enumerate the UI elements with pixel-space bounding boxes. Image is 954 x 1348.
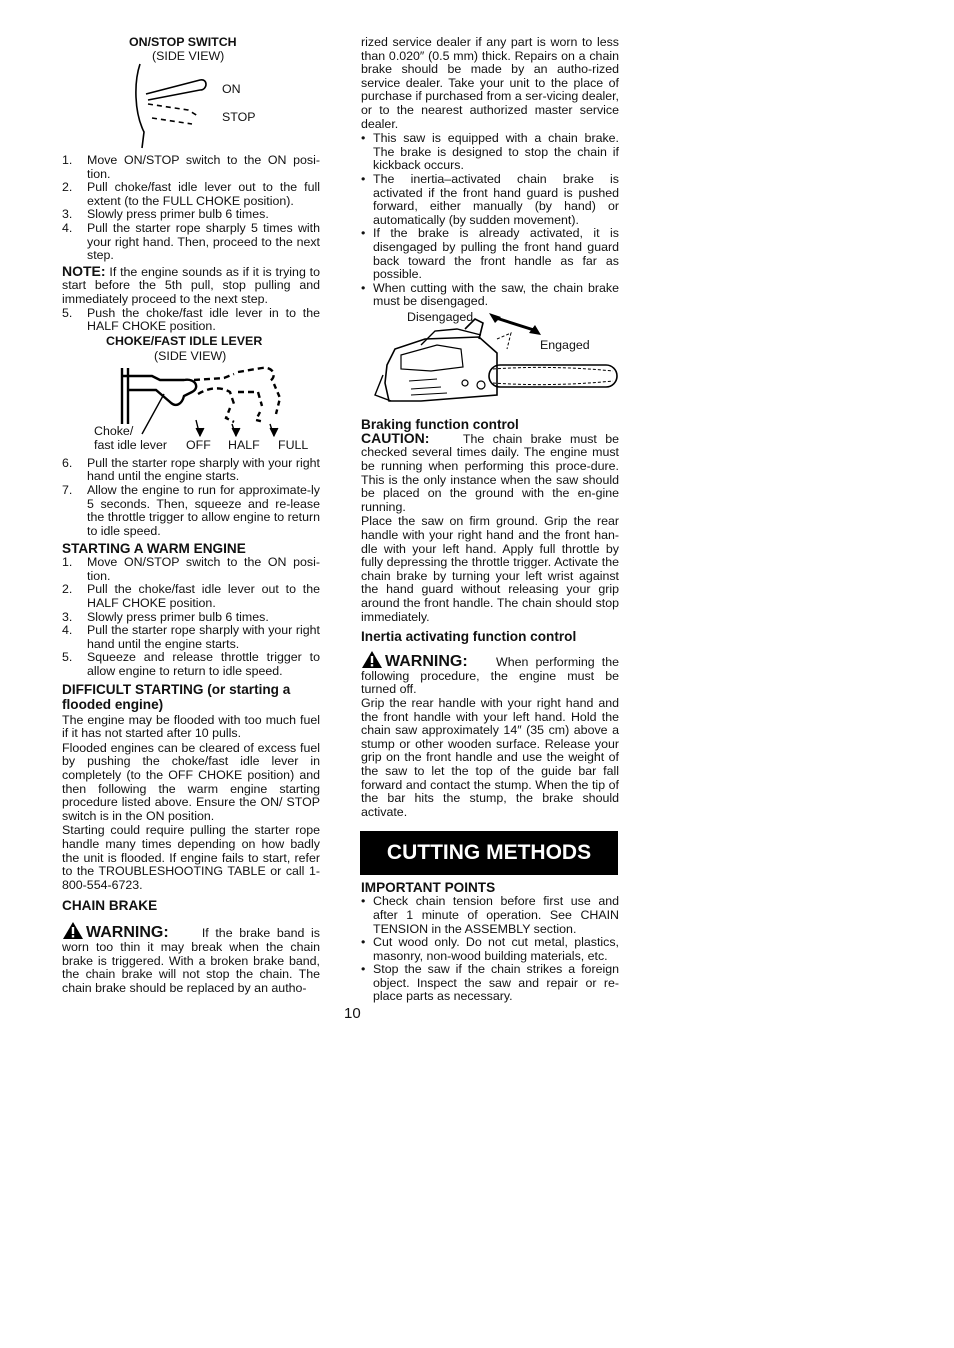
full-label: FULL [278, 437, 309, 452]
note-label: NOTE: [62, 262, 106, 279]
list-item: • Stop the saw if the chain strikes a foreign object. Inspect the saw and repair or re-place parts as necessary. [361, 962, 619, 1004]
important-points-bullets [361, 895, 619, 1004]
list-item: 4. Pull the starter rope sharply 5 times with your right hand. Then, proceed to the next step. [62, 220, 320, 263]
caution-label: CAUTION: [361, 429, 430, 446]
difficult-starting-heading: DIFFICULT STARTING (or starting a flooded engine) [62, 681, 291, 712]
list-item: • Check chain tension before first use and after 1 minute of operation. See CHAIN TENSION in the ASSEMBLY section. [361, 894, 619, 936]
braking-function-heading: Braking function control [361, 416, 519, 432]
inertia-paragraph: Grip the rear handle with your right hand and the front handle with your left hand. Hold the chain saw approximately 14″ (35 cm) above a stump or other wooden surface. Release your grip on the front handle and use the weight of the saw to let the top of the guide bar fall forward and contact the stump. When the tip of the bar hits the stump, the brake should activate. [361, 695, 619, 819]
page-number: 10 [344, 1005, 361, 1022]
list-item: • If the brake is already activated, it is disengaged by pulling the front hand guard back toward the front handle as far as possible. [361, 226, 619, 282]
braking-paragraph: Place the saw on firm ground. Grip the rear handle with your right hand and the front han-dle with your left hand. Apply full throttle by fully depressing the throttle trigger. Activate the chain brake by turning your left wrist against the hand guard without releasing your grip around the front handle. The chain should stop immediately. [361, 514, 619, 624]
difficult-paragraph-2: Flooded engines can be cleared of excess fuel by pushing the choke/fast idle lever in completely (to the OFF CHOKE position) and then following the warm engine starting procedure listed above. Ensure the ON/ STOP switch is in the ON position. [62, 740, 320, 823]
list-item: 3. Slowly press primer bulb 6 times. [62, 207, 269, 222]
warning-label: WARNING: [385, 653, 468, 671]
warning-label: WARNING: [86, 924, 169, 942]
important-points-heading: IMPORTANT POINTS [361, 880, 496, 896]
list-item: • When cutting with the saw, the chain brake must be disengaged. [361, 280, 619, 309]
warm-engine-heading: STARTING A WARM ENGINE [62, 541, 246, 557]
list-item: 6. Pull the starter rope sharply with your right hand until the engine starts. [62, 455, 320, 484]
list-item: 2. Pull choke/fast idle lever out to the full extent (to the FULL CHOKE position). [62, 180, 320, 208]
cold-start-step-5 [62, 307, 320, 334]
list-item: 7. Allow the engine to run for approximate-ly 5 seconds. Then, squeeze and re-lease the throttle trigger to allow engine to return to idle speed. [62, 482, 320, 538]
caution-text: The chain brake must be checked several times daily. The engine must be running when performing this proce-dure. This is the only instance when the saw should be placed on the ground with the en-gine running. [361, 431, 619, 514]
choke-lever-label-1: Choke/ [94, 423, 134, 438]
list-item: 4. Pull the starter rope sharply with your right hand until the engine starts. [62, 623, 320, 651]
chain-brake-warning [62, 921, 320, 995]
inertia-warning-text: When performing the following procedure, the engine must be turned off. [361, 655, 619, 697]
choke-figure-subtitle: (SIDE VIEW) [154, 348, 227, 363]
note-text: If the engine sounds as if it is trying to start before the 5th pull, stop pulling and immediately proceed to the next step. [62, 264, 320, 306]
disengaged-label: Disengaged [407, 309, 474, 324]
half-label: HALF [228, 437, 260, 452]
left-column [62, 36, 320, 995]
bullet: • [361, 171, 366, 186]
chain-brake-bullets [361, 132, 619, 309]
onstop-figure-subtitle: (SIDE VIEW) [152, 49, 225, 63]
on-label: ON [222, 82, 241, 96]
bullet: • [361, 226, 366, 241]
list-item: 5. Push the choke/fast idle lever in to the HALF CHOKE position. [62, 305, 320, 334]
braking-caution [361, 429, 619, 515]
right-column [361, 36, 619, 1004]
cold-start-steps-continued [62, 457, 320, 539]
warning-icon [62, 921, 84, 940]
chain-brake-warning-text: If the brake band is worn too thin it may break when the chain brake is triggered. With a broken brake band, the chain brake will not stop the chain. The chain brake should be replaced by an autho- [62, 926, 321, 995]
choke-figure-title: CHOKE/FAST IDLE LEVER [106, 333, 263, 348]
bullet: • [361, 280, 366, 295]
list-item: • The inertia–activated chain brake is activated if the front hand guard is pushed forward, either manually (by hand) or automatically (by sudden movement). [361, 171, 619, 227]
bullet: • [361, 935, 366, 950]
chain-brake-heading: CHAIN BRAKE [62, 898, 158, 914]
bullet: • [361, 131, 366, 146]
off-label: OFF [186, 437, 211, 452]
onstop-switch-figure [62, 36, 320, 150]
stop-label: STOP [222, 110, 256, 124]
list-item: 5. Squeeze and release throttle trigger to allow engine to return to idle speed. [62, 650, 320, 679]
bullet: • [361, 894, 366, 909]
inertia-warning [361, 650, 619, 697]
list-item: • Cut wood only. Do not cut metal, plastics, masonry, non-wood building materials, etc. [361, 935, 619, 963]
difficult-paragraph-1: The engine may be flooded with too much fuel if it has not started after 10 pulls. [62, 712, 320, 741]
cold-start-steps [62, 154, 320, 263]
warning-icon [361, 650, 383, 669]
inertia-heading: Inertia activating function control [361, 629, 577, 645]
warm-engine-steps [62, 556, 320, 678]
difficult-paragraph-3: Starting could require pulling the starter rope handle many times depending on how badly the unit is flooded. If engine fails to start, refer to the TROUBLESHOOTING TABLE or call 1-800-554-6723. [62, 823, 320, 892]
list-item: • This saw is equipped with a chain brake. The brake is designed to stop the chain if kickback occurs. [361, 131, 619, 173]
chain-brake-continuation: rized service dealer if any part is worn to less than 0.020″ (0.5 mm) thick. Repairs on a chain brake should be made by an autho-rized service dealer. Take your unit to the place of purchase if purchased from a ser-vicing dealer, or to the nearest authorized master service dealer. [361, 35, 619, 131]
chain-saw-drawing [361, 309, 619, 409]
list-item: 2. Pull the choke/fast idle lever out to the HALF CHOKE position. [62, 582, 320, 611]
note-paragraph [62, 262, 320, 307]
list-item: 1. Move ON/STOP switch to the ON posi-tion. [62, 153, 320, 181]
engaged-label: Engaged [540, 337, 590, 352]
onstop-switch-drawing [132, 62, 292, 152]
bullet: • [361, 962, 366, 977]
onstop-figure-title: ON/STOP SWITCH [129, 35, 237, 49]
choke-lever-figure [62, 334, 320, 456]
list-item: 1. Move ON/STOP switch to the ON posi-tion. [62, 555, 320, 583]
choke-lever-label-2: fast idle lever [94, 437, 168, 452]
cutting-methods-banner: CUTTING METHODS [360, 831, 618, 875]
chain-saw-figure [361, 309, 619, 413]
list-item: 3. Slowly press primer bulb 6 times. [62, 609, 269, 624]
